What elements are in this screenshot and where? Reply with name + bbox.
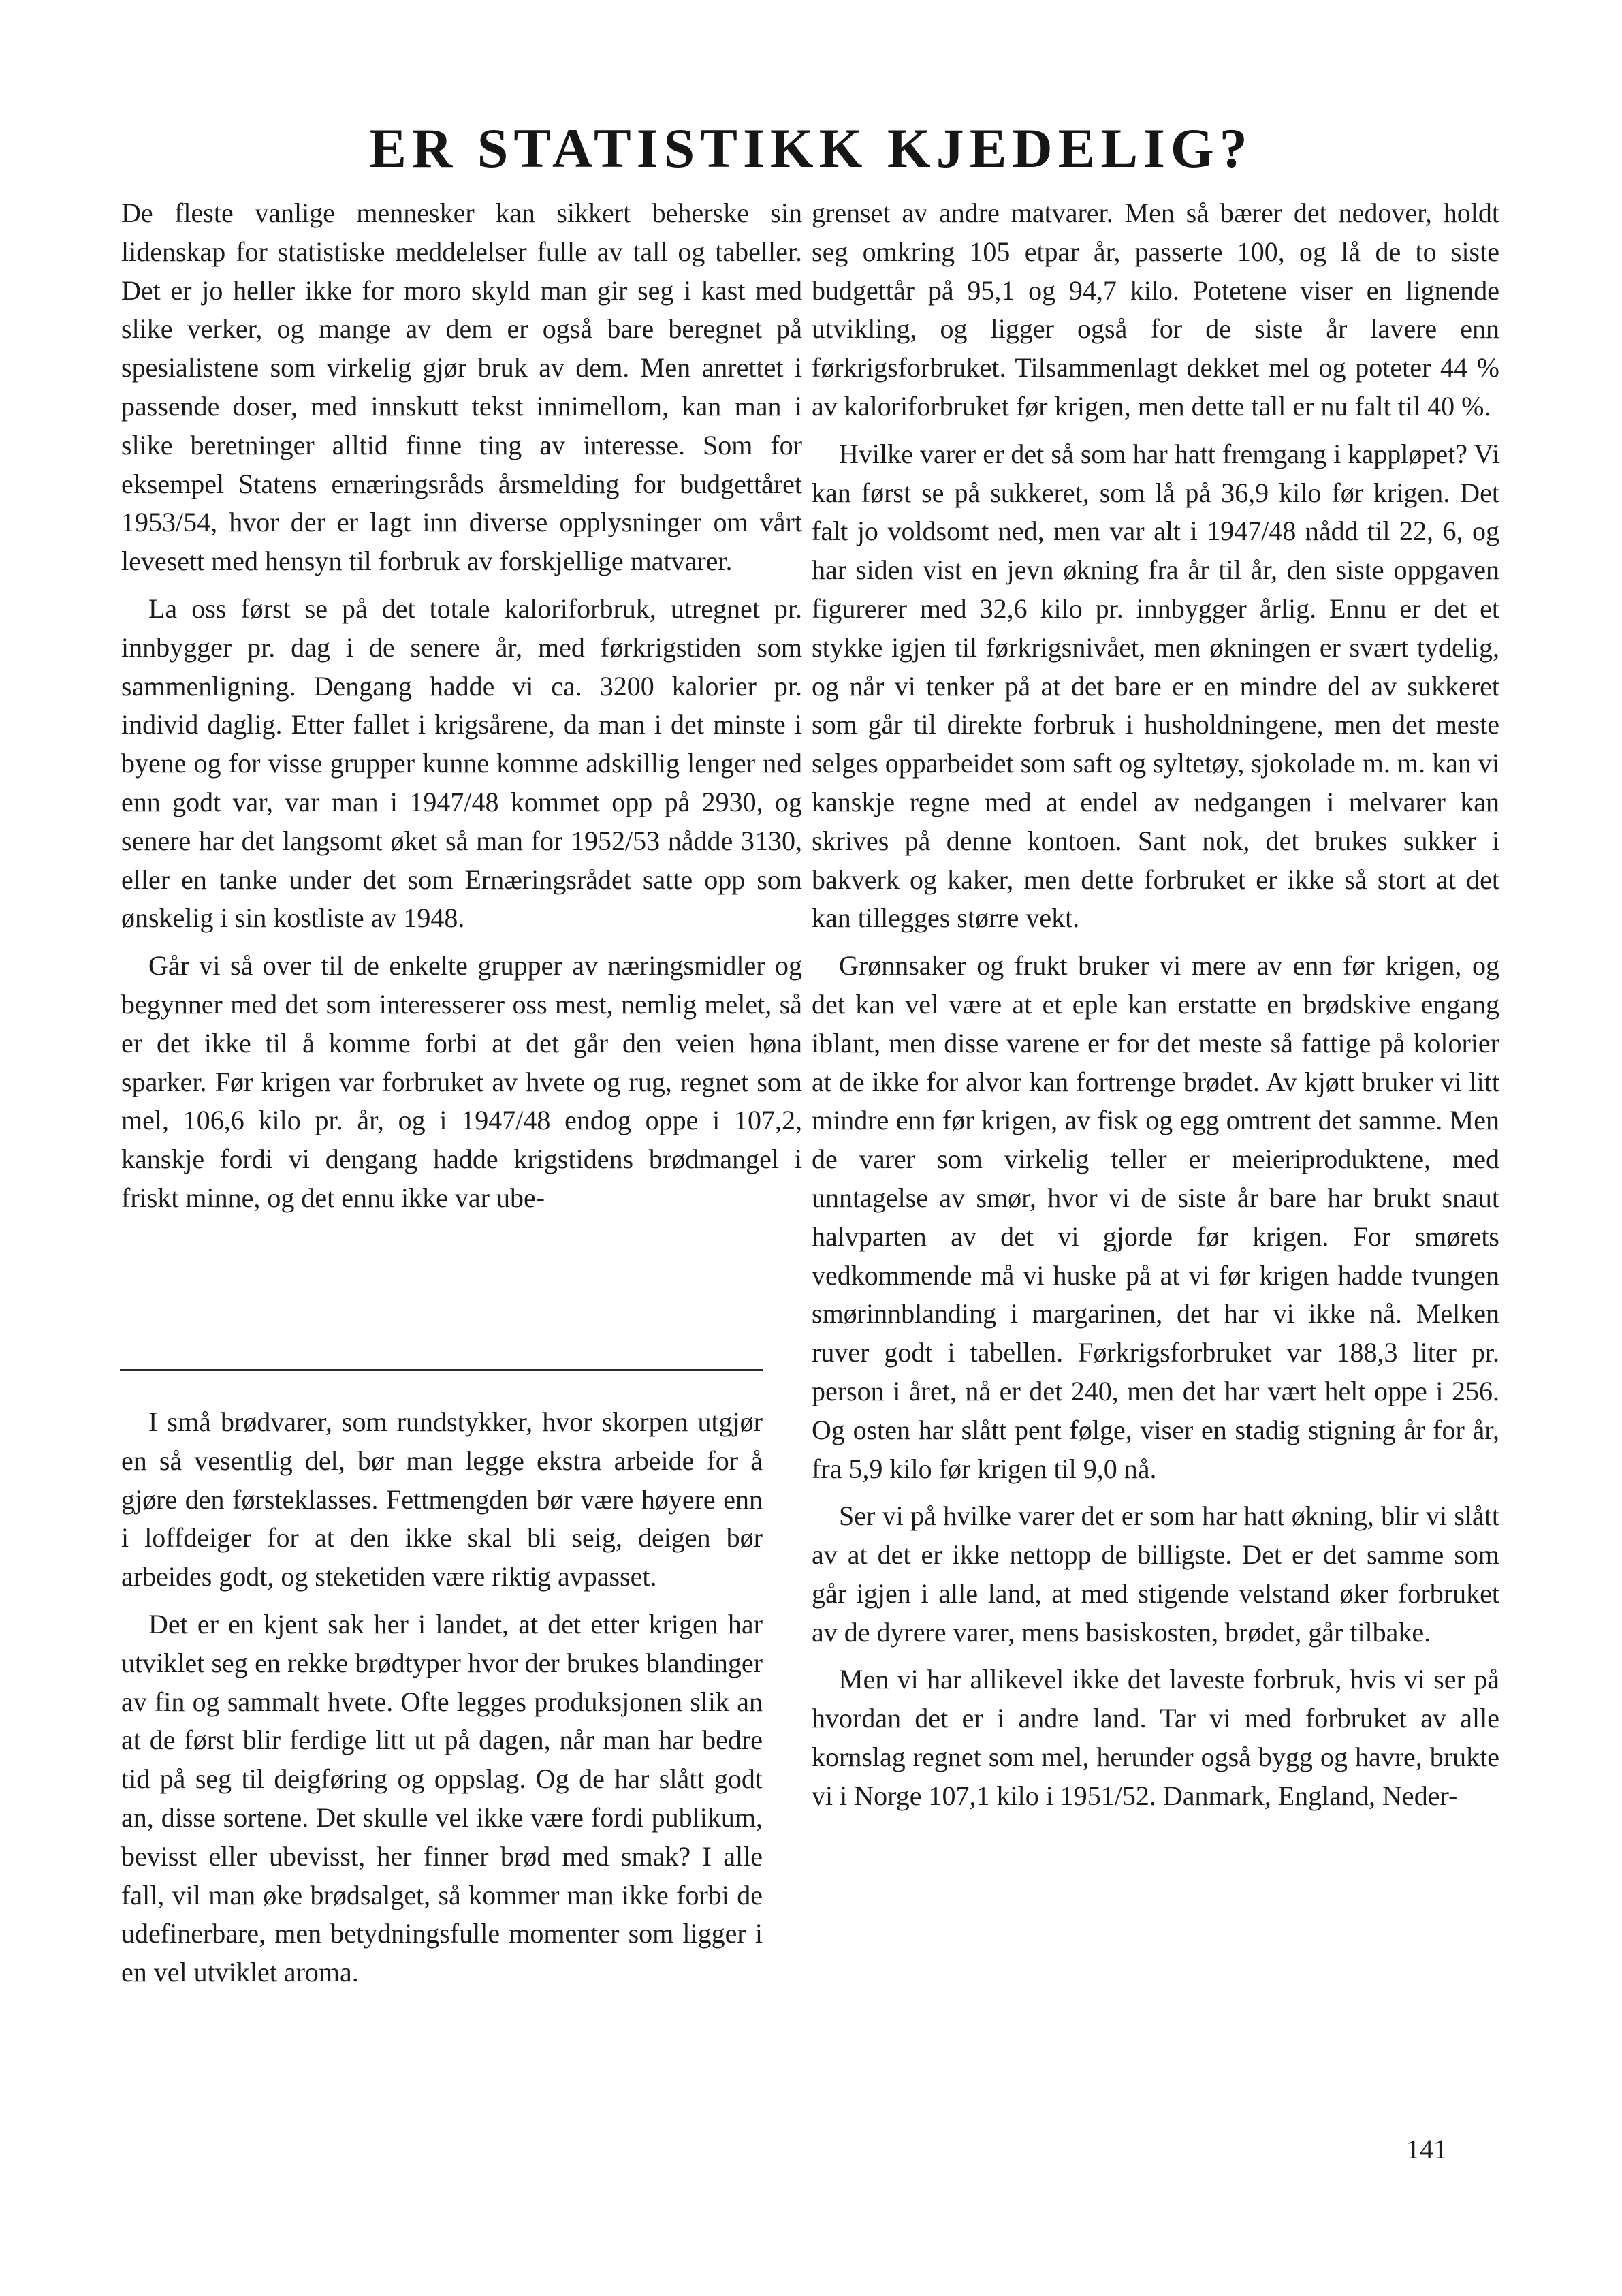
paragraph: Ser vi på hvilke varer det er som har hatt økning, blir vi slått av at det er ikke nettopp de billigste. Det er det samme som går igjen i alle land, at med stigende velstand øker forbruket av de dyrere varer, mens basiskosten, brødet, går tilbake. xyxy=(812,1500,1499,1648)
article-title: ER STATISTIKK KJEDELIG? xyxy=(369,117,1253,179)
paragraph: Men vi har allikevel ikke det laveste forbruk, hvis vi ser på hvordan det er i andre land. Tar vi med forbruket av alle kornslag regnet som mel, herunder også bygg og havre, brukte vi i Norge 107,1 kilo i 1951/52. Danmark, England, Neder- xyxy=(812,1664,1499,1811)
paragraph: Går vi så over til de enkelte grupper av næringsmidler og begynner med det som interesserer oss mest, nemlig melet, så er det ikke til å komme forbi at det går den veien høna sparker. Før krigen var forbruket av hvete og rug, regnet som mel, 106,6 kilo pr. år, og i 1947/48 endog oppe i 107,2, kanskje fordi vi dengang hadde krigstidens brødmangel i friskt minne, og det ennu ikke var ube- xyxy=(121,950,802,1213)
right-column xyxy=(812,194,1499,1825)
page-number: 141 xyxy=(1406,2134,1447,2165)
bottom-left-column xyxy=(121,1403,763,2001)
paragraph: Det er en kjent sak her i landet, at det etter krigen har utviklet seg en rekke brødtyper hvor der brukes blandinger av fin og sammalt hvete. Ofte legges produksjonen slik an at de først blir ferdige litt ut på dagen, når man har bedre tid på seg til deigføring og oppslag. Og de har slått godt an, disse sortene. Det skulle vel ikke være fordi publikum, bevisst eller ubevisst, her finner brød med smak? I alle fall, vil man øke brødsalget, så kommer man ikke forbi de udefinerbare, men betydningsfulle momenter som ligger i en vel utviklet aroma. xyxy=(121,1608,763,1988)
paragraph: Hvilke varer er det så som har hatt fremgang i kappløpet? Vi kan først se på sukkeret, som lå på 36,9 kilo før krigen. Det falt jo voldsomt ned, men var alt i 1947/48 nådd til 22, 6, og har siden vist en jevn økning fra år til år, den siste oppgaven figurerer med 32,6 kilo pr. innbygger årlig. Ennu er det et stykke igjen til førkrigsnivået, men økningen er svært tydelig, og når vi tenker på at det bare er en mindre del av sukkeret som går til direkte forbruk i husholdningene, men det meste selges opparbeidet som saft og syltetøy, sjokolade m. m. kan vi kanskje regne med at endel av nedgangen i melvarer kan skrives på denne kontoen. Sant nok, det brukes sukker i bakverk og kaker, men dette forbruket er ikke så stort at det kan tillegges større vekt. xyxy=(812,438,1499,934)
paragraph: Grønnsaker og frukt bruker vi mere av enn før krigen, og det kan vel være at et eple kan erstatte en brødskive engang iblant, men disse varene er for det meste så fattige på kolorier at de ikke for alvor kan fortrenge brødet. Av kjøtt bruker vi litt mindre enn før krigen, av fisk og egg omtrent det samme. Men de varer som virkelig teller er meieriproduktene, med unntagelse av smør, hvor vi de siste år bare har brukt snaut halvparten av det vi gjorde før krigen. For smørets vedkommende må vi huske på at vi før krigen hadde tvungen smørinnblanding i margarinen, det har vi ikke nå. Melken ruver godt i tabellen. Førkrigsforbruket var 188,3 liter pr. person i året, nå er det 240, men det har vært helt oppe i 256. Og osten har slått pent følge, viser en stadig stigning år for år, fra 5,9 kilo før krigen til 9,0 nå. xyxy=(812,950,1499,1484)
paragraph: grenset av andre matvarer. Men så bærer det nedover, holdt seg omkring 105 etpar år, passerte 100, og lå de to siste budgettår på 95,1 og 94,7 kilo. Potetene viser en lignende utvikling, og ligger også for de siste år lavere enn førkrigsforbruket. Tilsammenlagt dekket mel og poteter 44 % av kaloriforbruket før krigen, men dette tall er nu falt til 40 %. xyxy=(812,198,1499,422)
left-column xyxy=(121,194,802,1227)
paragraph: La oss først se på det totale kaloriforbruk, utregnet pr. innbygger pr. dag i de senere år, med førkrigstiden som sammenligning. Dengang hadde vi ca. 3200 kalorier pr. individ daglig. Etter fallet i krigsårene, da man i det minste i byene og for visse grupper kunne komme adskillig lenger ned enn godt var, var man i 1947/48 kommet opp på 2930, og senere har det langsomt øket så man for 1952/53 nådde 3130, eller en tanke under det som Ernæringsrådet satte opp som ønskelig i sin kostliste av 1948. xyxy=(121,593,802,934)
column-divider-rule xyxy=(120,1369,763,1371)
paragraph: De fleste vanlige mennesker kan sikkert beherske sin lidenskap for statistiske meddelelser fulle av tall og tabeller. Det er jo heller ikke for moro skyld man gir seg i kast med slike verker, og mange av dem er også bare beregnet på spesialistene som virkelig gjør bruk av dem. Men anrettet i passende doser, med innskutt tekst innimellom, kan man i slike beretninger alltid finne ting av interesse. Som for eksempel Statens ernæringsråds årsmelding for budgettåret 1953/54, hvor der er lagt inn diverse opplysninger om vårt levesett med hensyn til forbruk av forskjellige matvarer. xyxy=(121,198,802,577)
paragraph: I små brødvarer, som rundstykker, hvor skorpen utgjør en så vesentlig del, bør man legge ekstra arbeide for å gjøre den førsteklasses. Fettmengden bør være høyere enn i loffdeiger for at den ikke skal bli seig, deigen bør arbeides godt, og steketiden være riktig avpasset. xyxy=(121,1406,763,1592)
